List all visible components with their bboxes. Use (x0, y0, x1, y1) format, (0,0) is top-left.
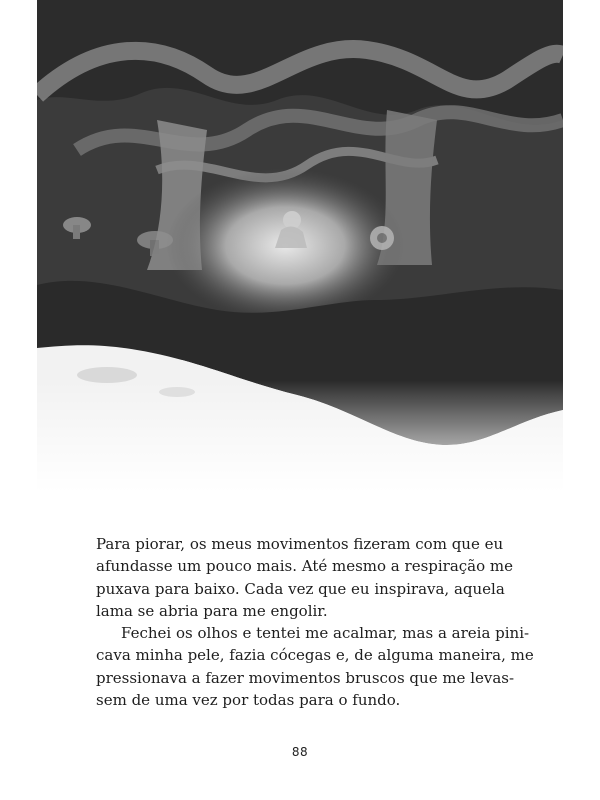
text-line: Fechei os olhos e tentei me acalmar, mas a areia pini- (121, 624, 530, 643)
forest-illustration (37, 0, 563, 492)
page-number: 88 (291, 745, 309, 759)
forest-child-illustration-icon (37, 0, 563, 492)
text-line: puxava para baixo. Cada vez que eu inspirava, aquela (96, 579, 505, 598)
text-line: afundasse um pouco mais. Até mesmo a respiração me (96, 557, 514, 576)
text-line: Para piorar, os meus movimentos fizeram com que eu (96, 535, 504, 553)
story-text (96, 533, 534, 711)
text-line: pressionava a fazer movimentos bruscos que me levas- (96, 668, 515, 687)
text-line: cava minha pele, fazia cócegas e, de alguma maneira, me (96, 646, 534, 665)
paragraph-2 (96, 622, 534, 711)
paragraph-1 (96, 533, 514, 622)
text-line: sem de uma vez por todas para o fundo. (96, 691, 401, 710)
text-line: lama se abria para me engolir. (96, 601, 328, 620)
